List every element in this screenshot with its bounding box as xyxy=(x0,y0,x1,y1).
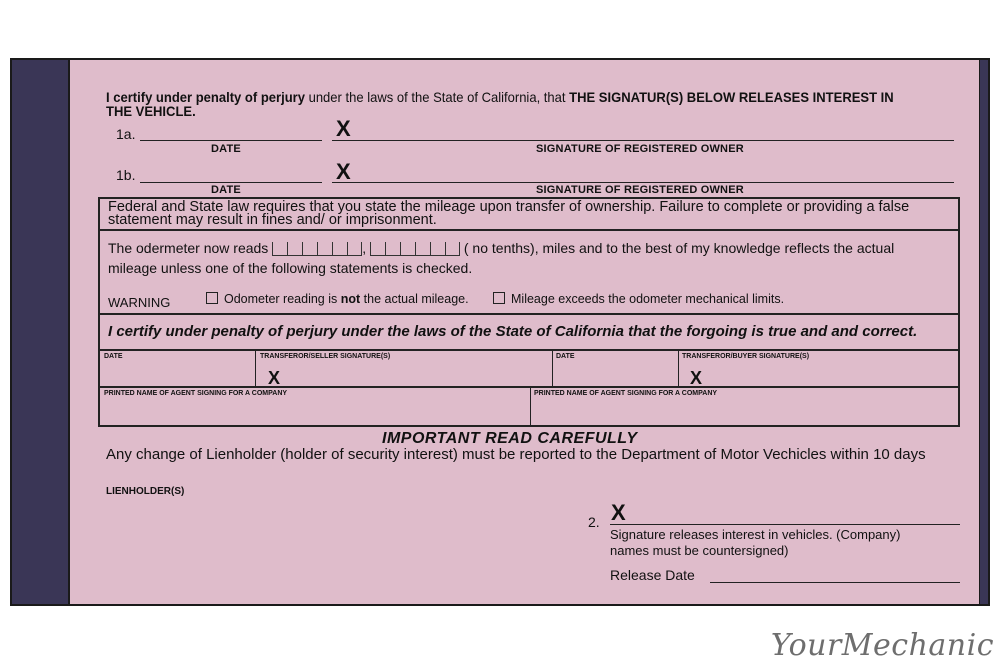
lienholder-label: LIENHOLDER(S) xyxy=(106,486,185,497)
line-1b-number: 1b. xyxy=(116,167,136,183)
line-1a-date-field[interactable] xyxy=(140,140,322,141)
line-2-note: Signature releases interest in vehicles. (Company) names must be countersigned) xyxy=(610,527,901,558)
not-actual-checkbox[interactable] xyxy=(206,292,218,304)
opt1-c: the actual mileage. xyxy=(360,292,469,306)
odometer-digits-units[interactable] xyxy=(370,241,460,256)
odometer-reads-line2: mileage unless one of the following statements is checked. xyxy=(108,260,473,276)
odometer-reads-tail: ( no tenths), miles and to the best of my knowledge reflects the actual xyxy=(463,240,895,256)
table-divider-4 xyxy=(530,388,531,425)
line-2-signature-field[interactable] xyxy=(610,524,960,525)
buyer-date-label: DATE xyxy=(556,353,575,360)
seller-signature-label: TRANSFEROR/SELLER SIGNATURE(S) xyxy=(260,353,391,360)
opt2-text: Mileage exceeds the odometer mechanical limits. xyxy=(511,292,785,306)
signature-table-row xyxy=(98,349,960,388)
exceeds-limits-checkbox[interactable] xyxy=(493,292,505,304)
right-strip xyxy=(979,60,988,604)
odometer-box xyxy=(98,197,960,351)
line-1a-signature-label: SIGNATURE OF REGISTERED OWNER xyxy=(536,143,744,155)
odometer-option-exceeds xyxy=(493,292,784,307)
federal-notice: Federal and State law requires that you state the mileage upon transfer of ownership. Failure to complete or providing a false statement may result in fines and/ or imprisonment. xyxy=(108,199,910,228)
line-1b-signature-field[interactable] xyxy=(332,182,954,183)
line-1a-x-mark: X xyxy=(336,116,351,141)
perjury-statement: I certify under penalty of perjury under the laws of the State of California that the forgoing is true and and correct. xyxy=(108,323,918,340)
line-1b-x-mark: X xyxy=(336,159,351,184)
certify-statement xyxy=(106,90,906,118)
important-title: IMPORTANT READ CAREFULLY xyxy=(382,430,638,447)
agent-label-left: PRINTED NAME OF AGENT SIGNING FOR A COMPANY xyxy=(104,390,288,397)
odometer-reading-line xyxy=(108,241,956,256)
odometer-divider-2 xyxy=(100,313,958,315)
table-divider-1 xyxy=(255,351,256,386)
certify-tail: THE SIGNATUR(S) BELOW RELEASES INTEREST IN THE VEHICLE. xyxy=(106,89,894,119)
left-strip xyxy=(12,60,70,604)
line-1b-date-field[interactable] xyxy=(140,182,322,183)
line-2-x-mark: X xyxy=(611,500,626,525)
warning-label: WARNING xyxy=(108,295,171,310)
line-1a-date-label: DATE xyxy=(211,143,241,155)
line-1b-signature-label: SIGNATURE OF REGISTERED OWNER xyxy=(536,184,744,196)
lienholder-notice: Any change of Lienholder (holder of security interest) must be reported to the Department of Motor Vechicles within 10 days xyxy=(106,446,926,463)
table-divider-2 xyxy=(552,351,553,386)
line-1a-number: 1a. xyxy=(116,126,136,142)
line-1a-signature-field[interactable] xyxy=(332,140,954,141)
certify-lead: I certify under penalty of perjury xyxy=(106,89,305,105)
agent-table-row xyxy=(98,386,960,427)
release-date-field[interactable] xyxy=(710,582,960,583)
odometer-reads-lead: The odermeter now reads xyxy=(108,240,269,256)
yourmechanic-logo: YourMechanic xyxy=(770,628,994,663)
odometer-digits-thousands[interactable] xyxy=(272,241,362,256)
title-form-card xyxy=(10,58,990,606)
line-2-number: 2. xyxy=(588,514,600,530)
seller-x-mark: X xyxy=(268,368,281,388)
table-divider-3 xyxy=(678,351,679,386)
odometer-divider-1 xyxy=(100,229,958,231)
agent-label-right: PRINTED NAME OF AGENT SIGNING FOR A COMPANY xyxy=(534,390,718,397)
buyer-signature-label: TRANSFEROR/BUYER SIGNATURE(S) xyxy=(682,353,810,360)
opt1-b: not xyxy=(340,292,361,306)
odometer-option-not-actual xyxy=(206,292,469,307)
line-1b-date-label: DATE xyxy=(211,184,241,196)
odometer-comma: , xyxy=(362,240,367,256)
buyer-x-mark: X xyxy=(690,368,703,388)
certify-middle: under the laws of the State of California, that xyxy=(304,89,570,105)
release-date-label: Release Date xyxy=(610,567,695,583)
seller-date-label: DATE xyxy=(104,353,123,360)
opt1-a: Odometer reading is xyxy=(224,292,341,306)
